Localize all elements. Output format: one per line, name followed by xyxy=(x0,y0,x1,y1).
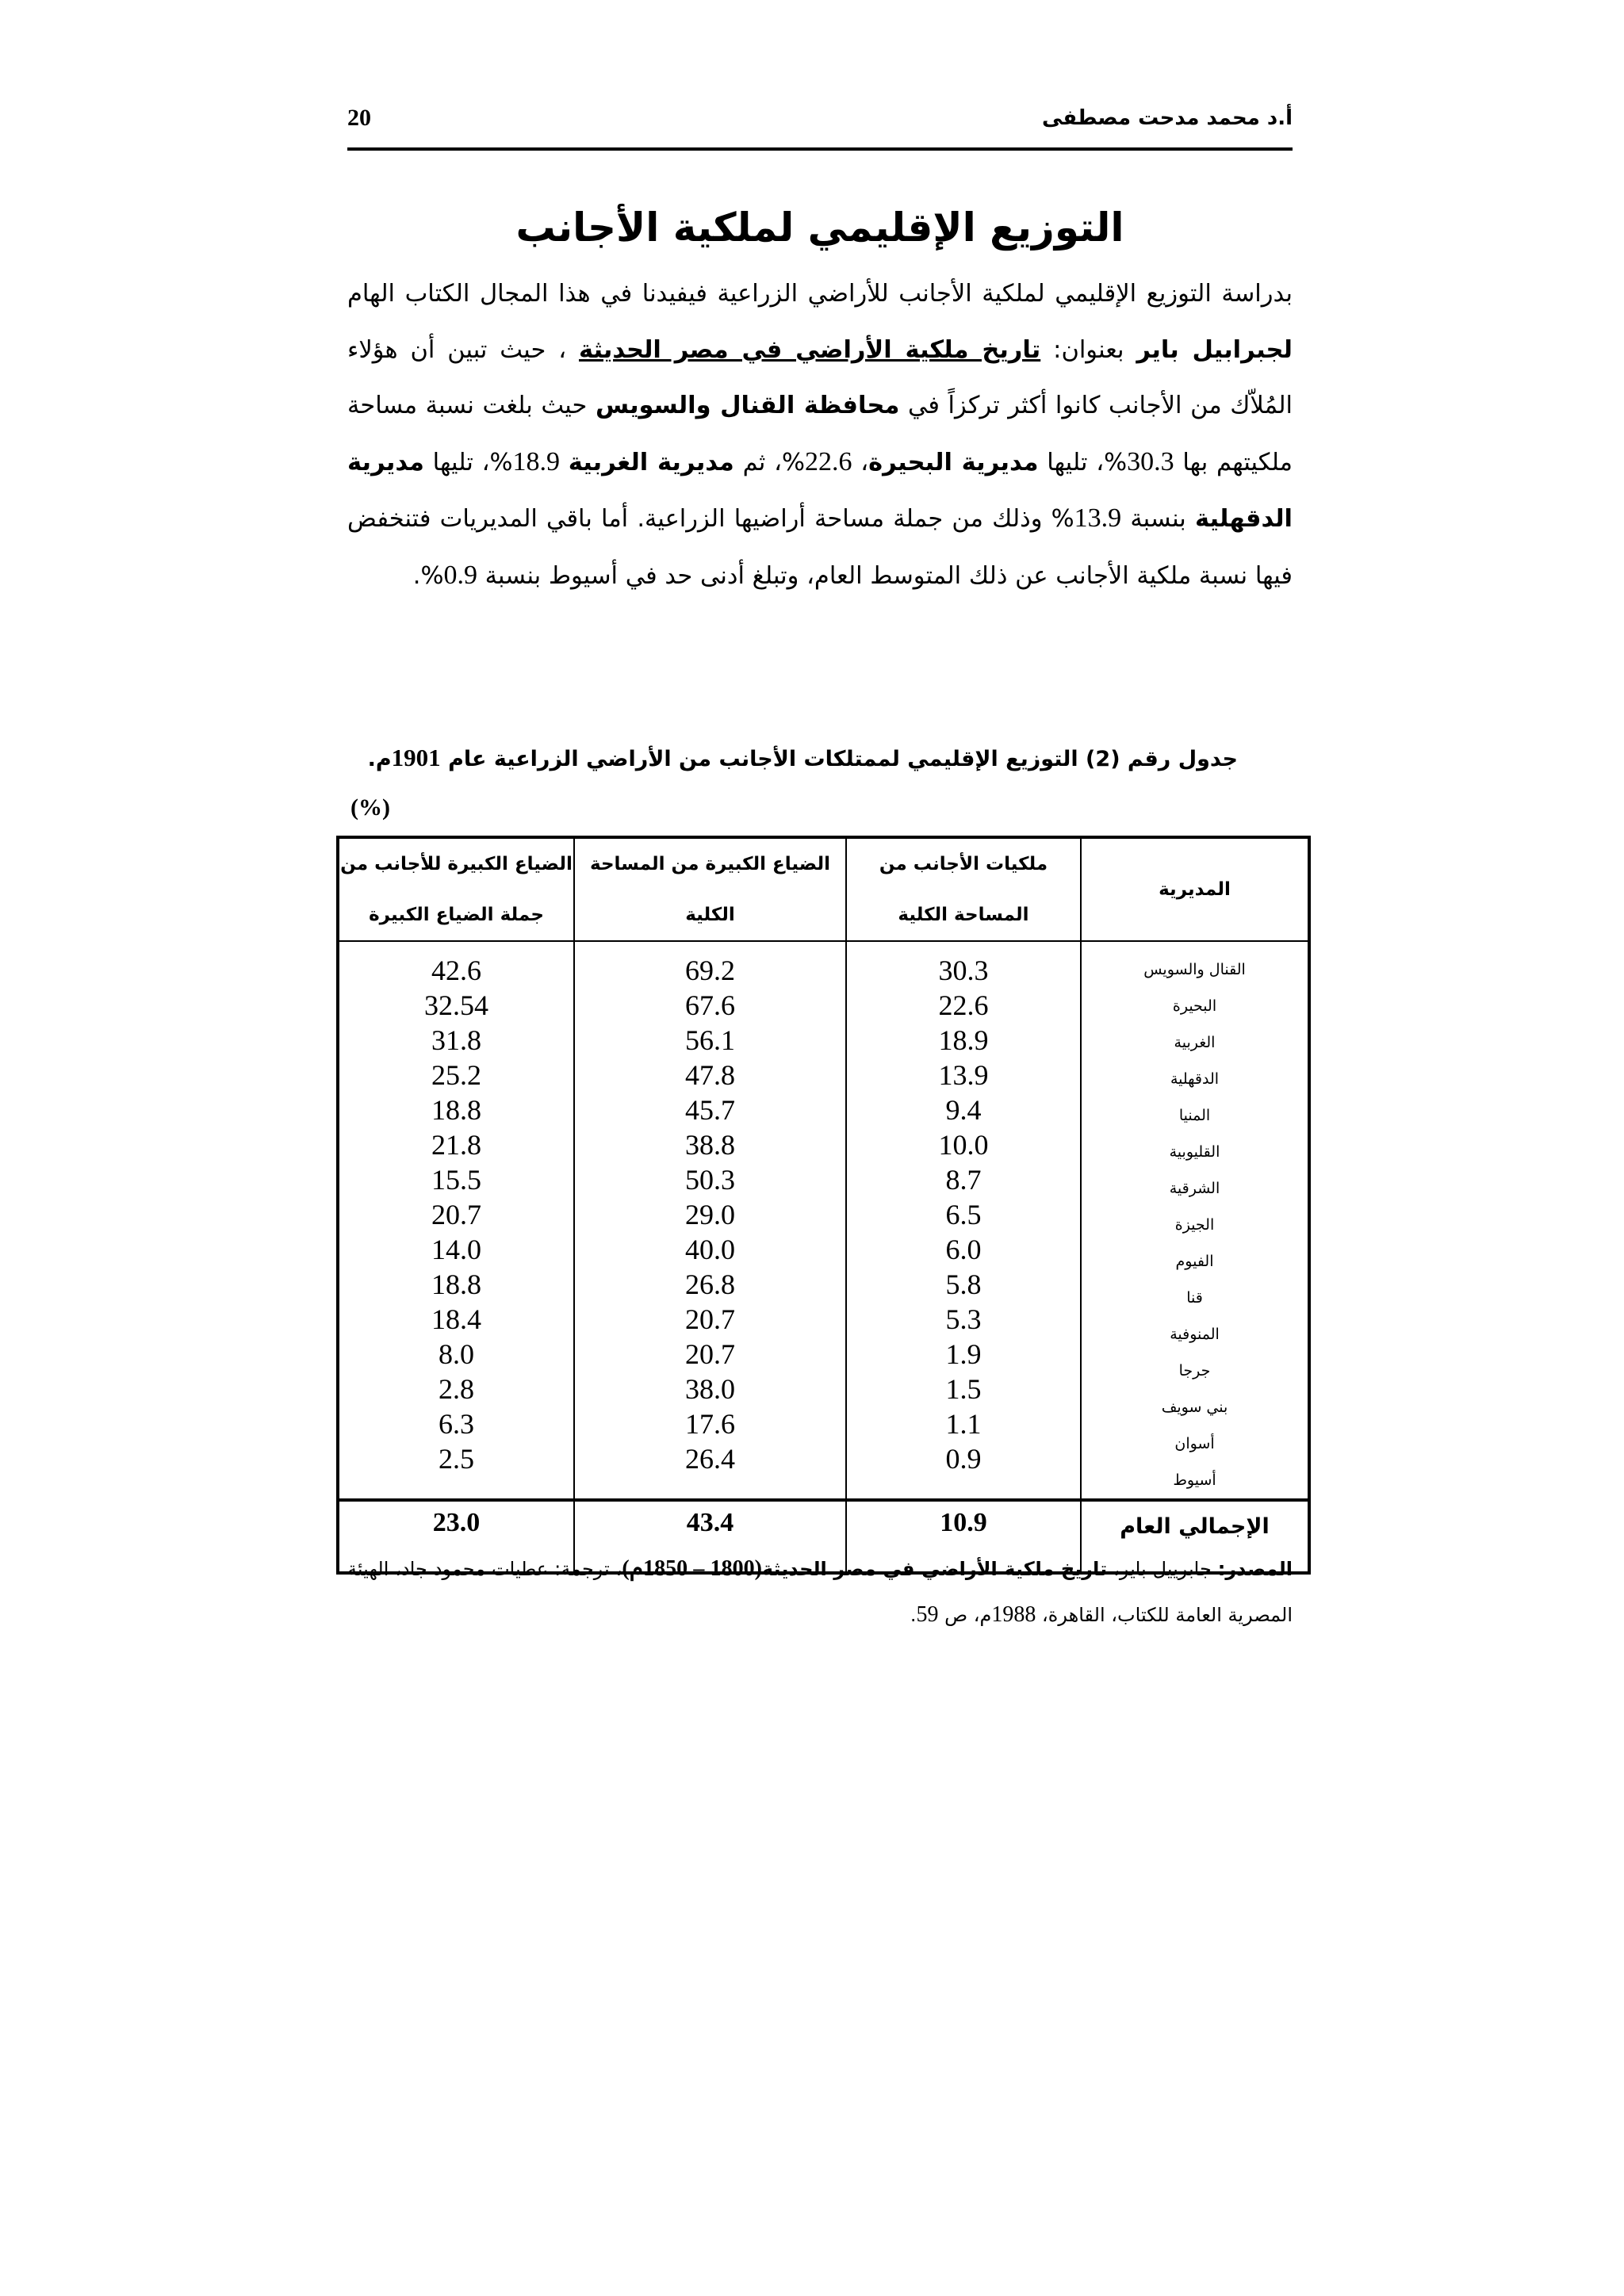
source-year: 1988 xyxy=(991,1602,1036,1627)
governorate-name: الشرقية xyxy=(1169,1180,1220,1197)
table-cell-value: 2.5 xyxy=(439,1443,474,1475)
text-run: حيث بلغت نسبة مساحة ملكيتهم بها xyxy=(347,392,1293,476)
table-cell-value: 30.3 xyxy=(938,955,989,986)
table-cell-value: 42.6 xyxy=(431,955,481,986)
percentage-value: 18.9 xyxy=(512,446,560,476)
table-cell-value: 18.8 xyxy=(431,1269,481,1300)
section-title: التوزيع الإقليمي لملكية الأجانب xyxy=(515,205,1124,251)
table-cell-value: 18.8 xyxy=(431,1094,481,1126)
total-label: الإجمالي العام xyxy=(1081,1500,1309,1573)
table-cell-value: 9.4 xyxy=(945,1094,982,1126)
text-run: م، ص xyxy=(938,1604,992,1626)
table-cell-value: 38.0 xyxy=(685,1373,735,1405)
percentage-value: 0.9 xyxy=(443,560,477,590)
total-foreign-share: 10.9 xyxy=(846,1500,1081,1573)
governorate-name: أسوان xyxy=(1174,1435,1215,1452)
foreign-large-share-column xyxy=(338,941,574,1500)
table-body-row xyxy=(338,941,1309,1500)
source-label: المصدر: xyxy=(1217,1558,1293,1580)
table-cell-value: 45.7 xyxy=(685,1094,735,1126)
governorate-name: الغربية xyxy=(1174,1034,1216,1051)
table-cell-value: 1.1 xyxy=(945,1408,982,1440)
governorate-name: الدقهلية xyxy=(1170,1070,1220,1088)
table-cell-value: 32.54 xyxy=(424,989,488,1021)
table-cell-value: 1.5 xyxy=(945,1373,982,1405)
running-head-author: أ.د محمد مدحت مصطفى xyxy=(1041,106,1293,130)
table-cell-value: 25.2 xyxy=(431,1059,481,1091)
region-name: مديرية الدقهلية xyxy=(347,448,1293,533)
table-cell-value: 8.0 xyxy=(439,1338,474,1370)
table-cell-value: 26.4 xyxy=(685,1443,735,1475)
percentage-value: 13.9 xyxy=(1074,503,1122,533)
table-cell-value: 6.0 xyxy=(945,1234,982,1265)
text-run: % وذلك من جملة مساحة أراضيها الزراعية. أما باقي المديريات فتنخفض فيها نسبة ملكية الأجانب عن ذلك المتوسط العام، وتبلغ أدنى حد في أسيوط بنسبة xyxy=(347,505,1293,590)
table-cell-value: 69.2 xyxy=(685,955,735,986)
governorate-name: أسيوط xyxy=(1173,1471,1216,1489)
header-governorate: المديرية xyxy=(1081,837,1309,941)
book-title: تاريخ ملكية الأراضي في مصر الحديثة xyxy=(578,335,1041,364)
table-cell-value: 20.7 xyxy=(685,1303,735,1335)
source-note xyxy=(347,1546,1293,1638)
governorate-name: القليوبية xyxy=(1169,1143,1220,1161)
governorate-name: الفيوم xyxy=(1175,1253,1214,1270)
data-table xyxy=(336,836,1311,1575)
table-cell-value: 47.8 xyxy=(685,1059,735,1091)
table-cell-value: 14.0 xyxy=(431,1234,481,1265)
table-unit: (%) xyxy=(350,794,390,821)
table-cell-value: 38.8 xyxy=(685,1129,735,1161)
governorate-name: قنا xyxy=(1186,1289,1203,1307)
table-cell-value: 21.8 xyxy=(431,1129,481,1161)
text-run: ، حيث تبين أن هؤلاء المُلاّك من الأجانب كانوا أكثر تركزاً في xyxy=(347,335,1293,419)
header-large-estates-share: الضياع الكبيرة من المساحة الكلية xyxy=(574,837,846,941)
governorate-name: جرجا xyxy=(1178,1362,1211,1380)
author-name: لجبرابيل باير xyxy=(1136,335,1293,364)
governorate-column xyxy=(1081,941,1309,1500)
table-cell-value: 67.6 xyxy=(685,989,735,1021)
table-cell-value: 15.5 xyxy=(431,1164,481,1196)
caption-year: 1901 xyxy=(391,744,441,771)
header-foreign-large-share: الضياع الكبيرة للأجانب من جملة الضياع الكبيرة xyxy=(338,837,574,941)
text-run: . xyxy=(910,1604,917,1626)
table-cell-value: 13.9 xyxy=(938,1059,989,1091)
table-cell-value: 5.8 xyxy=(945,1269,982,1300)
region-name: مديرية البحيرة xyxy=(868,448,1039,476)
table-cell-value: 17.6 xyxy=(685,1408,735,1440)
region-name: محافظة القنال والسويس xyxy=(595,392,900,419)
percentage-value: 22.6 xyxy=(805,446,852,476)
text-run: %، ثم xyxy=(733,448,806,476)
table-cell-value: 18.4 xyxy=(431,1303,481,1335)
total-large-estates-share: 43.4 xyxy=(574,1500,846,1573)
total-foreign-large-share: 23.0 xyxy=(338,1500,574,1573)
region-name: مديرية الغربية xyxy=(568,448,734,476)
table-cell-value: 26.8 xyxy=(685,1269,735,1300)
table-cell-value: 40.0 xyxy=(685,1234,735,1265)
page-number: 20 xyxy=(347,105,371,131)
large-estates-share-column xyxy=(574,941,846,1500)
table-cell-value: 1.9 xyxy=(945,1338,982,1370)
governorate-name: المنوفية xyxy=(1170,1326,1220,1343)
caption-text: م. xyxy=(367,747,392,771)
governorate-name: القنال والسويس xyxy=(1143,961,1246,978)
governorate-name: بني سويف xyxy=(1161,1399,1228,1416)
table-cell-value: 20.7 xyxy=(685,1338,735,1370)
source-title: تاريخ ملكية الأراضي في مصر الحديثة xyxy=(761,1558,1108,1580)
governorate-name: البحيرة xyxy=(1172,997,1217,1015)
table-cell-value: 56.1 xyxy=(685,1024,735,1056)
caption-text: جدول رقم (2) التوزيع الإقليمي لممتلكات الأجانب من الأراضي الزراعية عام xyxy=(440,747,1238,771)
table-cell-value: 22.6 xyxy=(938,989,989,1021)
text-run: %. xyxy=(412,561,444,590)
table-cell-value: 50.3 xyxy=(685,1164,735,1196)
text-run: جابرييل باير، xyxy=(1107,1558,1218,1580)
table-cell-value: 29.0 xyxy=(685,1199,735,1230)
text-run: ، xyxy=(852,448,869,476)
table-cell-value: 5.3 xyxy=(945,1303,982,1335)
header-foreign-share: ملكيات الأجانب من المساحة الكلية xyxy=(846,837,1081,941)
table-cell-value: 2.8 xyxy=(439,1373,474,1405)
table-caption xyxy=(347,744,1238,772)
table-cell-value: 8.7 xyxy=(945,1164,982,1196)
foreign-share-column xyxy=(846,941,1081,1500)
table-cell-value: 20.7 xyxy=(431,1199,481,1230)
percentage-value: 30.3 xyxy=(1127,446,1174,476)
governorate-name: المنيا xyxy=(1178,1107,1211,1124)
text-run: %، تليها xyxy=(423,448,513,476)
table-cell-value: 6.3 xyxy=(439,1408,474,1440)
table-cell-value: 10.0 xyxy=(938,1129,989,1161)
text-run: ، ترجمة: عطيات محمود جاد، الهيئة المصرية العامة للكتاب، القاهرة، xyxy=(347,1558,1293,1626)
page-header xyxy=(347,105,1293,151)
source-page: 59 xyxy=(916,1602,939,1627)
text-run: بدراسة التوزيع الإقليمي لملكية الأجانب للأراضي الزراعية فيفيدنا في هذا المجال الكتاب الهام xyxy=(347,280,1293,308)
table-header-row xyxy=(338,837,1309,941)
governorate-name: الجيزة xyxy=(1174,1216,1215,1234)
table-cell-value: 31.8 xyxy=(431,1024,481,1056)
text-run xyxy=(560,449,569,476)
table-cell-value: 0.9 xyxy=(945,1443,982,1475)
table-cell-value: 18.9 xyxy=(938,1024,989,1056)
text-run: %، تليها xyxy=(1038,448,1128,476)
text-run: بنسبة xyxy=(1121,505,1195,533)
source-years: (1800 – 1850م) xyxy=(622,1556,762,1581)
table-cell-value: 6.5 xyxy=(945,1199,982,1230)
body-paragraph xyxy=(347,266,1293,604)
text-run: بعنوان: xyxy=(1040,335,1137,364)
